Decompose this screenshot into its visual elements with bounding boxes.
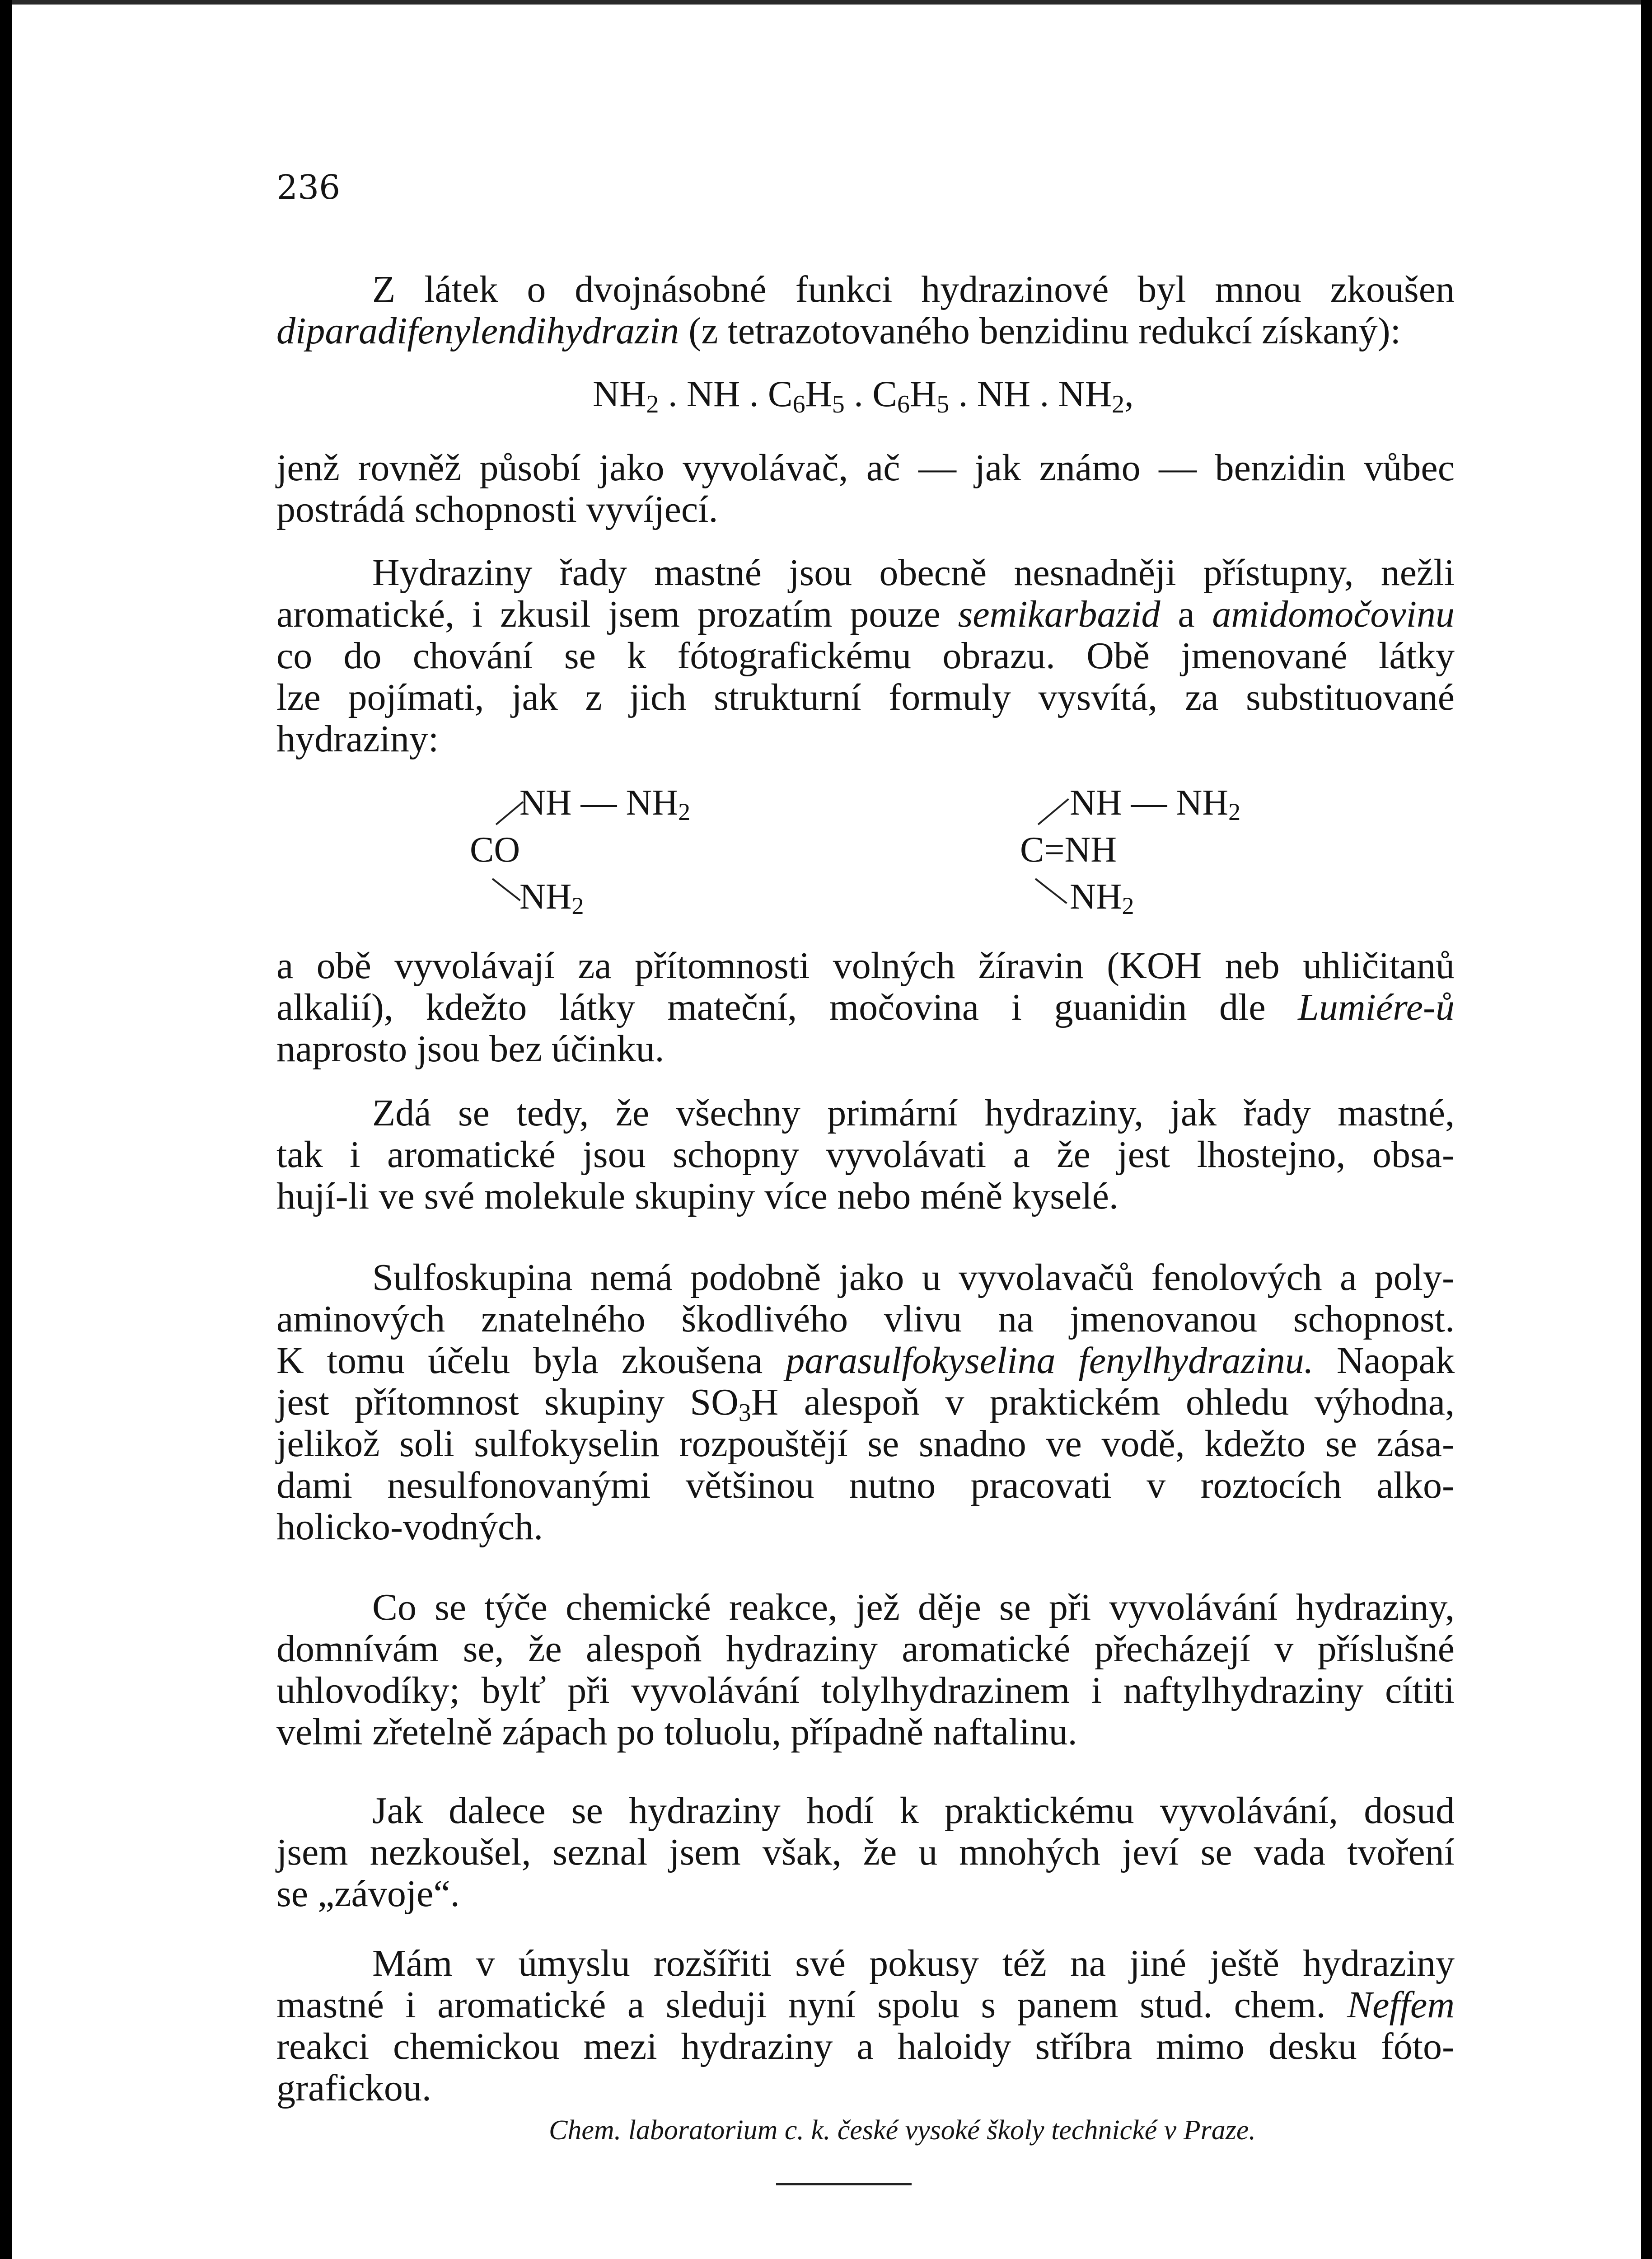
p6-line-5: jelikož soli sulfokyselin rozpouštějí se snadno ve vodě, kdežto se zása- [276, 1423, 1455, 1465]
p8-line-2: jsem nezkoušel, seznal jsem však, že u mnohých jeví se vada tvoření [276, 1831, 1455, 1873]
p6-line-4: jest přítomnost skupiny $SO_3H$ alespoň v praktickém ohledu výhodna, [276, 1381, 1455, 1427]
p3-line-3: co do chování se k fótografickému obrazu. Obě jmenované látky [276, 635, 1455, 677]
p7-line-2: domnívám se, že alespoň hydraziny aromatické přecházejí v příslušné [276, 1628, 1455, 1670]
struct-left-mid: CO [470, 830, 520, 870]
p1-line-2: diparadifenylendihydrazin (z tetrazotovaného benzidinu redukcí získaný): [276, 310, 1401, 352]
p6-line-6: dami nesulfonovanými většinou nutno pracovati v roztocích alko- [276, 1464, 1455, 1506]
p5-line-2: tak i aromatické jsou schopny vyvolávati a že jest lhostejno, obsa- [276, 1134, 1455, 1176]
page-number: 236 [276, 168, 341, 207]
scan-edge-top [0, 0, 1652, 5]
p4-line-3: naprosto jsou bez účinku. [276, 1028, 665, 1070]
struct-left-bottom: $NH_2$ [519, 877, 584, 919]
structure-amidomocovina [1020, 779, 1300, 920]
p2-line-2: postrádá schopnosti vyvíjecí. [276, 488, 718, 530]
p3-line-4: lze pojímati, jak z jich strukturní formuly vysvítá, za substituované [276, 676, 1455, 718]
bond-up-right [1038, 798, 1069, 825]
p9-line-3: reakci chemickou mezi hydraziny a haloidy stříbra mimo desku fóto- [276, 2025, 1455, 2067]
p4-line-2: alkalií), kdežto látky mateční, močovina i guanidin dle Lumiére-ů [276, 986, 1455, 1028]
formula-diparadifenylendihydrazin: $NH_2$ . NH . $C_6H_5$ . $C_6H_5$ . NH . $NH_2$, [593, 373, 1134, 418]
p6-line-1: Sulfoskupina nemá podobně jako u vyvolavačů fenolových a poly- [372, 1256, 1455, 1298]
p8-line-3: se „závoje“. [276, 1873, 460, 1915]
struct-right-bottom: $NH_2$ [1070, 877, 1134, 919]
paragraph-9 [276, 1943, 1455, 2109]
struct-right-top: NH — $NH_2$ [1070, 783, 1241, 825]
p7-line-1: Co se týče chemické reakce, jež děje se při vyvolávání hydraziny, [372, 1586, 1455, 1628]
end-rule [776, 2183, 912, 2185]
struct-right-mid: C=NH [1020, 830, 1117, 870]
scan-edge-left [0, 0, 12, 2259]
paragraph-5 [276, 1092, 1455, 1217]
paragraph-4 [276, 945, 1455, 1070]
p3-line-5: hydraziny: [276, 718, 439, 760]
p7-line-3: uhlovodíky; bylť při vyvolávání tolylhydrazinem i naftylhydraziny cítiti [276, 1669, 1455, 1711]
p3-line-1: Hydraziny řady mastné jsou obecně nesnadněji přístupny, nežli [372, 552, 1455, 594]
p9-line-2: mastné i aromatické a sleduji nyní spolu s panem stud. chem. Neffem [276, 1984, 1455, 2026]
p9-line-1: Mám v úmyslu rozšířiti své pokusy též na jiné ještě hydraziny [372, 1942, 1455, 1984]
laboratory-credit: Chem. laboratorium c. k. české vysoké školy technické v Praze. [549, 2115, 1256, 2146]
p6-line-7: holicko-vodných. [276, 1506, 543, 1548]
p8-line-1: Jak dalece se hydraziny hodí k praktickému vyvolávání, dosud [372, 1790, 1455, 1832]
paragraph-6 [276, 1257, 1455, 1548]
paragraph-1 [276, 269, 1455, 352]
bond-down-right [1035, 878, 1067, 904]
paragraph-8 [276, 1790, 1455, 1915]
p2-line-1: jenž rovněž působí jako vyvolávač, ač — jak známo — benzidin vůbec [276, 447, 1455, 489]
p9-line-4: grafickou. [276, 2067, 431, 2109]
p6-line-2: aminových znatelného škodlivého vlivu na jmenovanou schopnost. [276, 1298, 1455, 1340]
p4-line-1: a obě vyvolávají za přítomnosti volných žíravin (KOH neb uhličitanů [276, 945, 1455, 987]
p1-line-1: Z látek o dvojnásobné funkci hydrazinové byl mnou zkoušen [372, 268, 1455, 310]
compound-name: diparadifenylendihydrazin [276, 310, 679, 352]
p3-line-2: aromatické, i zkusil jsem prozatím pouze semikarbazid a amidomočovinu [276, 593, 1455, 635]
struct-left-top: NH — $NH_2$ [519, 783, 691, 825]
p6-line-3: K tomu účelu byla zkoušena parasulfokyselina fenylhydrazinu. Naopak [276, 1340, 1455, 1382]
p5-line-3: hují-li ve své molekule skupiny více nebo méně kyselé. [276, 1175, 1118, 1217]
paragraph-3 [276, 552, 1455, 760]
bond-down-left [492, 878, 521, 901]
p5-line-1: Zdá se tedy, že všechny primární hydraziny, jak řady mastné, [372, 1092, 1455, 1134]
scan-edge-right [1641, 0, 1652, 2259]
paragraph-2 [276, 447, 1455, 530]
p7-line-4: velmi zřetelně zápach po toluolu, případně naftalinu. [276, 1711, 1077, 1753]
structure-semikarbazid [470, 779, 750, 920]
paragraph-7 [276, 1587, 1455, 1753]
